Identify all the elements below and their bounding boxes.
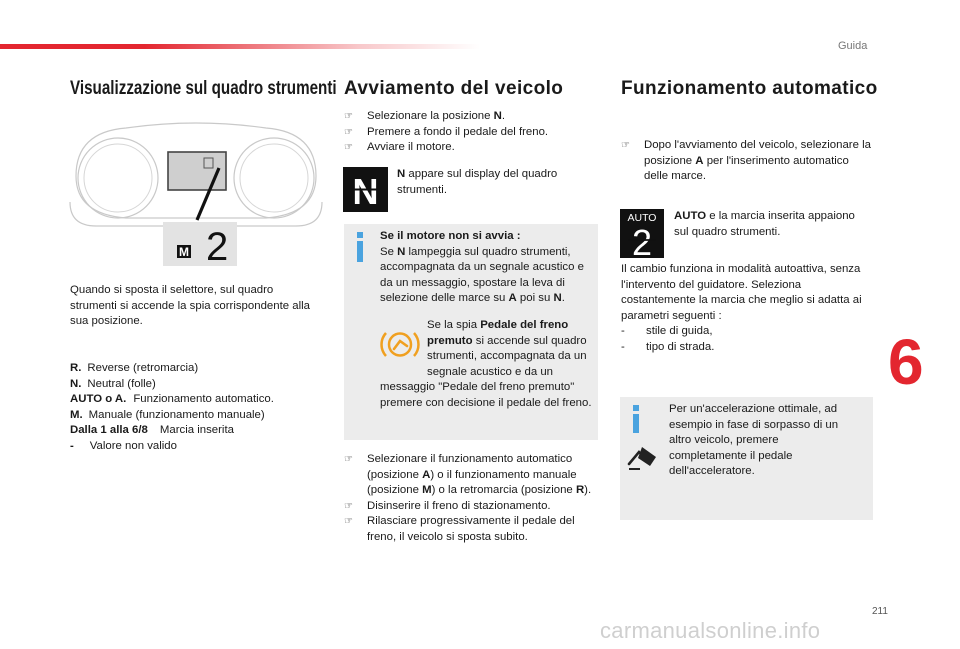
legend-item: AUTO o A. Funzionamento automatico. bbox=[70, 393, 274, 405]
neutral-display-icon bbox=[343, 167, 388, 212]
list-item: ☞ Premere a fondo il pedale del freno. bbox=[344, 125, 594, 141]
list-item: - tipo di strada. bbox=[621, 340, 715, 353]
mini-gear-display bbox=[163, 222, 237, 266]
list-item: ☞ Rilasciare progressivamente il pedale del freno, il veicolo si sposta subito. bbox=[344, 515, 575, 543]
auto-display-icon bbox=[620, 209, 664, 258]
section-header: Guida bbox=[838, 40, 868, 52]
mini-gear-number: 2 bbox=[206, 225, 229, 266]
hand-pointer-icon: ☞ bbox=[344, 454, 353, 465]
hand-pointer-icon: ☞ bbox=[344, 111, 353, 122]
hand-pointer-icon: ☞ bbox=[344, 126, 353, 138]
list-item: ☞ Avviare il motore. bbox=[344, 140, 594, 156]
col3-title: Funzionamento automatico bbox=[621, 78, 878, 99]
auto-parameters bbox=[621, 324, 873, 355]
watermark: carmanualsonline.info bbox=[600, 618, 821, 643]
col1-title: Visualizzazione sul quadro strumenti bbox=[70, 78, 337, 99]
chapter-number: 6 bbox=[888, 326, 924, 398]
header-accent-bar bbox=[0, 44, 480, 49]
legend-item: Dalla 1 alla 6/8 Marcia inserita bbox=[70, 424, 234, 436]
info-engine-title: Se il motore non si avvia : bbox=[380, 230, 521, 242]
list-item: ☞ Selezionare la posizione N. bbox=[344, 109, 594, 125]
list-item: ☞ Selezionare il funzionamento automatico (posizione A) o il funzionamento manuale (posizione M) o la retromarcia (posizione R). bbox=[344, 453, 592, 496]
info-icon bbox=[352, 230, 368, 264]
instrument-cluster-illustration bbox=[66, 114, 326, 234]
hand-pointer-icon: ☞ bbox=[344, 516, 353, 527]
legend-item: - Valore non valido bbox=[70, 439, 177, 452]
legend-item: M. Manuale (funzionamento manuale) bbox=[70, 408, 265, 421]
auto-steps bbox=[621, 138, 875, 185]
col1-intro: Quando si sposta il selettore, sul quadro strumenti si accende la spia corrispondente alla sua posizione. bbox=[70, 284, 310, 327]
mini-mode-letter: M bbox=[179, 245, 189, 259]
info-brake-text: Se la spia Pedale del freno premuto si accende sul quadro strumenti, accompagnata da un segnale acustico e da un messaggio "Pedale del freno premuto" premere con decisione il pedale del freno. bbox=[380, 319, 592, 409]
info-acceleration-text: Per un'accelerazione ottimale, ad esempio in fase di sorpasso di un altro veicolo, premere completamente il pedale dell'acceleratore. bbox=[669, 403, 839, 477]
hand-pointer-icon: ☞ bbox=[344, 142, 353, 153]
page-number: 211 bbox=[872, 606, 888, 617]
gear-legend bbox=[70, 361, 320, 454]
accelerator-pedal-icon bbox=[626, 443, 660, 471]
drive-steps bbox=[344, 452, 602, 545]
col2-title: Avviamento del veicolo bbox=[344, 78, 564, 99]
svg-text:2: 2 bbox=[631, 222, 653, 258]
auto-note: AUTO e la marcia inserita appaiono sul quadro strumenti. bbox=[674, 210, 855, 238]
auto-description: Il cambio funziona in modalità autoattiva, senza l'intervento del guidatore. Seleziona costantemente la marcia che meglio si adatta ai parametri seguenti : bbox=[621, 263, 862, 322]
svg-text:N: N bbox=[352, 171, 379, 212]
info-icon bbox=[628, 403, 644, 435]
hand-pointer-icon: ☞ bbox=[621, 140, 630, 151]
info-engine-text: Se il motore non si avvia : Se N lampeggia sul quadro strumenti, accompagnata da un segnale acustico e da un messaggio, spostare la leva di selezione delle marce su A poi su N. bbox=[380, 230, 584, 304]
list-item: ☞ Disinserire il freno di stazionamento. bbox=[344, 499, 602, 515]
neutral-note: N appare sul display del quadro strumenti. bbox=[397, 168, 558, 196]
start-steps bbox=[344, 109, 594, 156]
list-item: - stile di guida, bbox=[621, 325, 713, 337]
legend-item: N. Neutral (folle) bbox=[70, 377, 156, 390]
hand-pointer-icon: ☞ bbox=[344, 500, 353, 512]
svg-text:AUTO: AUTO bbox=[627, 212, 657, 224]
list-item: ☞ Dopo l'avviamento del veicolo, selezionare la posizione A per l'inserimento automatico delle marce. bbox=[621, 139, 871, 182]
legend-item: R. Reverse (retromarcia) bbox=[70, 362, 199, 374]
